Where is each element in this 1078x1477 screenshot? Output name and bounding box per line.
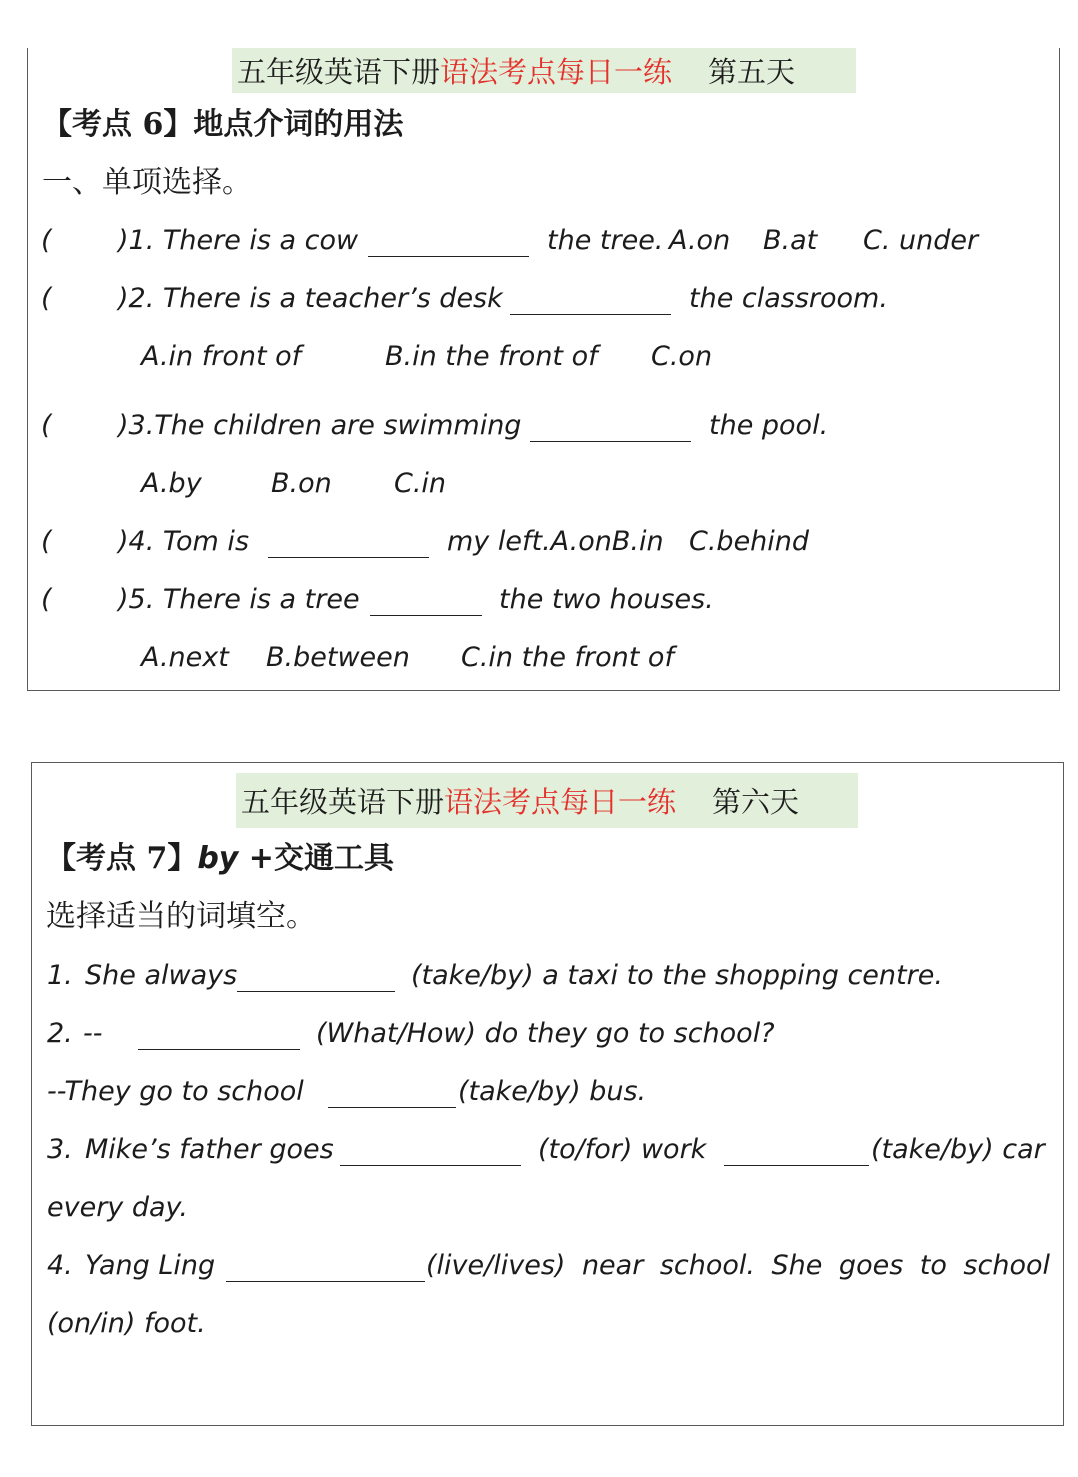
question-row-3 — [28, 408, 1059, 444]
option-a: A.on — [669, 225, 731, 256]
answer-blank — [370, 582, 482, 616]
fill-item-2 — [32, 1016, 1063, 1052]
option-a: A.next — [141, 642, 229, 673]
option-b: B.in the front of — [385, 341, 598, 372]
answer-blank — [328, 1074, 456, 1108]
grammar-point-heading — [28, 107, 1059, 143]
question-options-3 — [28, 466, 1059, 502]
option-b: B.on — [271, 468, 332, 499]
question-row-5 — [28, 582, 1059, 618]
worksheet-title — [236, 773, 858, 828]
answer-blank — [138, 1016, 300, 1050]
question-stem: )3.The children are swimming — [118, 410, 522, 441]
answer-bracket-open: ( — [41, 410, 52, 441]
item-text-before: She always — [85, 960, 238, 991]
worksheet-title — [232, 48, 856, 93]
item-reply-before: --They go to school — [47, 1076, 304, 1107]
answer-blank — [237, 958, 395, 992]
answer-bracket-open: ( — [41, 584, 52, 615]
question-row-2 — [28, 281, 1059, 317]
grammar-point-topic-en: by + — [197, 841, 274, 876]
option-c: C.in the front of — [461, 642, 674, 673]
fill-item-3-continuation — [32, 1190, 1063, 1226]
item-text-before: Yang Ling — [85, 1250, 216, 1281]
grammar-point-topic: 交通工具 — [273, 841, 394, 876]
worksheet-day6 — [31, 762, 1064, 1426]
item-number: 1. — [47, 960, 73, 991]
item-number: 4. — [47, 1250, 73, 1281]
title-series: 语法考点每日一练 — [444, 785, 677, 819]
title-day: 第五天 — [708, 55, 796, 89]
grammar-point-heading — [32, 841, 1063, 877]
option-c: C.in — [394, 468, 447, 499]
option-b: B.between — [266, 642, 410, 673]
section-instruction — [32, 899, 1063, 935]
title-day: 第六天 — [712, 785, 800, 819]
answer-blank — [724, 1132, 869, 1166]
fill-item-4 — [32, 1248, 1063, 1284]
question-row-4 — [28, 524, 1059, 560]
grammar-point-label: 【考点 6】 — [42, 107, 194, 142]
item-text-middle: (to/for) work — [538, 1134, 707, 1165]
option-c: C. under — [863, 225, 979, 256]
title-book: 五年级英语下册 — [241, 785, 445, 819]
answer-blank — [510, 281, 671, 315]
option-b: B.in — [611, 526, 664, 557]
answer-bracket-open: ( — [41, 526, 52, 557]
option-c: C.behind — [689, 526, 810, 557]
question-stem-after: the pool. — [709, 410, 829, 441]
title-book: 五年级英语下册 — [237, 55, 441, 89]
question-stem: )5. There is a tree — [118, 584, 360, 615]
question-after-group — [447, 524, 664, 560]
fill-item-3 — [32, 1132, 1063, 1168]
answer-blank — [226, 1248, 425, 1282]
answer-blank — [268, 524, 429, 558]
grammar-point-label: 【考点 7】 — [46, 841, 198, 876]
worksheet-day5 — [27, 48, 1060, 691]
item-continuation: every day. — [47, 1192, 189, 1223]
option-a: A.on — [550, 526, 612, 557]
question-stem-after: the tree. — [547, 225, 664, 256]
answer-bracket-open: ( — [41, 283, 52, 314]
grammar-point-text — [46, 841, 394, 877]
item-text-after: (take/by) a taxi to the shopping centre. — [411, 960, 943, 991]
fill-item-2-reply — [32, 1074, 1063, 1110]
fill-item-1 — [32, 958, 1063, 994]
title-series: 语法考点每日一练 — [440, 55, 673, 89]
question-stem-after: the classroom. — [689, 283, 888, 314]
question-options-5 — [28, 640, 1059, 676]
item-text-before: Mike’s father goes — [85, 1134, 334, 1165]
answer-bracket-open: ( — [41, 225, 52, 256]
option-a: A.in front of — [141, 341, 302, 372]
instruction-text: 一、单项选择。 — [42, 165, 252, 200]
item-continuation: (on/in) foot. — [47, 1308, 206, 1339]
grammar-point-text — [42, 107, 403, 143]
question-stem: )4. Tom is — [118, 526, 250, 557]
instruction-text: 选择适当的词填空。 — [46, 899, 316, 934]
answer-blank — [340, 1132, 521, 1166]
question-stem-after: my left. — [447, 526, 551, 557]
item-number: 3. — [47, 1134, 73, 1165]
grammar-point-topic: 地点介词的用法 — [193, 107, 404, 142]
option-c: C.on — [651, 341, 713, 372]
section-instruction — [28, 165, 1059, 201]
fill-item-4-continuation — [32, 1306, 1063, 1342]
option-b: B.at — [763, 225, 818, 256]
question-stem-after: the two houses. — [499, 584, 714, 615]
question-options-2 — [28, 339, 1059, 375]
item-text-before: -- — [83, 1018, 103, 1049]
question-row-1 — [28, 223, 1059, 259]
item-text-after: (take/by) car — [871, 1134, 1045, 1165]
question-stem: )1. There is a cow — [118, 225, 359, 256]
item-text-after: (live/lives) near school. She goes to school — [426, 1250, 1050, 1281]
answer-blank — [530, 408, 691, 442]
item-text-after: (What/How) do they go to school? — [316, 1018, 775, 1049]
option-a: A.by — [141, 468, 202, 499]
item-reply-after: (take/by) bus. — [458, 1076, 647, 1107]
question-stem: )2. There is a teacher’s desk — [118, 283, 503, 314]
answer-blank — [368, 223, 529, 257]
item-number: 2. — [47, 1018, 73, 1049]
